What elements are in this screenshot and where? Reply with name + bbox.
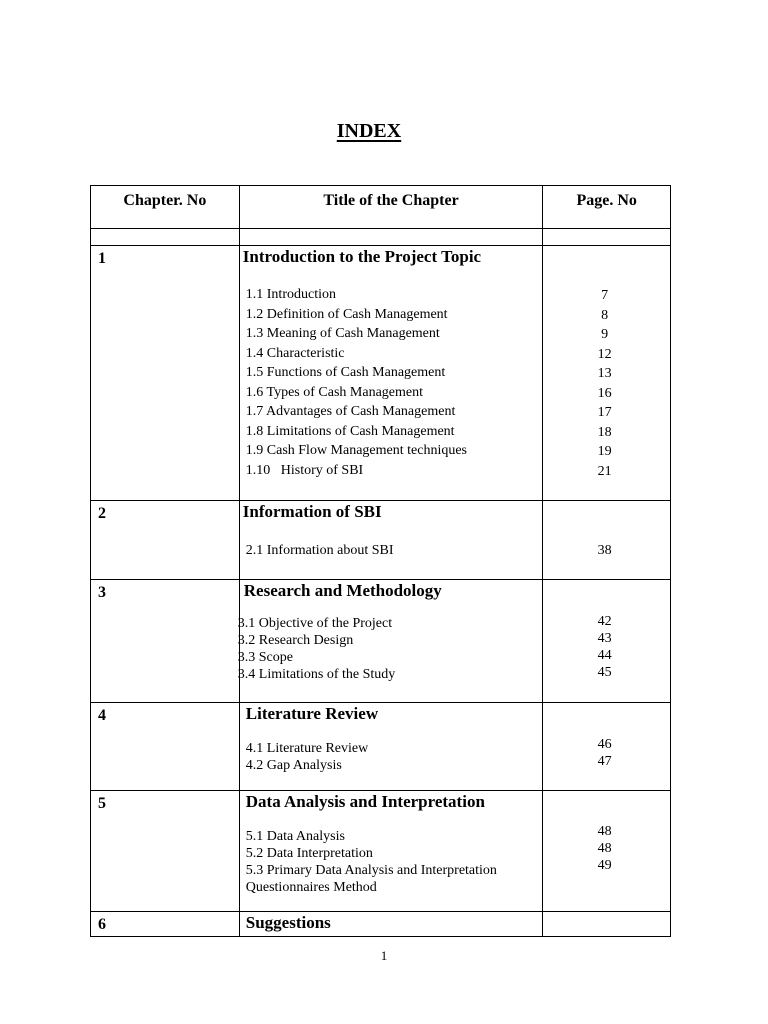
list-item: 1.2 Definition of Cash Management xyxy=(245,306,448,322)
list-item: 3.3 Scope xyxy=(237,650,293,665)
chapter-title: Information of SBI xyxy=(242,502,382,521)
page-number: 13 xyxy=(597,366,612,381)
page-number: 16 xyxy=(597,385,612,401)
page-number: 48 xyxy=(597,824,612,839)
page-number: 18 xyxy=(597,424,612,440)
page-number-footer: 1 xyxy=(380,948,388,963)
list-item: 1.3 Meaning of Cash Management xyxy=(245,326,440,341)
list-item: 5.1 Data Analysis xyxy=(245,829,345,844)
page-number: 46 xyxy=(597,737,612,752)
page-list xyxy=(543,541,670,561)
chapter-title: Literature Review xyxy=(245,704,379,723)
page-cell xyxy=(543,580,671,703)
chapter-number: 6 xyxy=(91,912,240,937)
page-list xyxy=(543,823,670,874)
list-item: 1.7 Advantages of Cash Management xyxy=(245,404,456,419)
chapter-cell xyxy=(239,912,543,937)
list-item: 1.4 Characteristic xyxy=(245,345,345,361)
chapter-cell xyxy=(239,246,543,501)
page-number: 38 xyxy=(597,543,612,558)
chapter-number: 4 xyxy=(91,703,240,791)
table-row xyxy=(91,703,671,791)
page-list xyxy=(543,613,670,681)
page-number: 21 xyxy=(597,463,612,479)
list-item: 1.10 History of SBI xyxy=(245,462,364,478)
page-number: 7 xyxy=(601,288,609,303)
list-item: 4.1 Literature Review xyxy=(245,741,369,756)
section-list xyxy=(238,615,543,683)
chapter-cell xyxy=(239,580,543,703)
chapter-title: Suggestions xyxy=(245,913,331,932)
page-number: 49 xyxy=(597,858,612,873)
page-number: 17 xyxy=(597,405,612,420)
header-title: Title of the Chapter xyxy=(239,186,543,229)
page-number: 44 xyxy=(597,648,612,663)
list-item: 1.9 Cash Flow Management techniques xyxy=(245,443,468,458)
section-list xyxy=(240,740,543,774)
chapter-title: Research and Methodology xyxy=(243,581,442,600)
page-list xyxy=(543,286,670,481)
table-row xyxy=(91,501,671,580)
chapter-cell xyxy=(239,703,543,791)
page-number: 12 xyxy=(597,346,612,362)
page-cell xyxy=(543,791,671,912)
list-item: 4.2 Gap Analysis xyxy=(245,758,342,773)
page-cell xyxy=(543,246,671,501)
list-item: 2.1 Information about SBI xyxy=(245,543,394,558)
table-header-row xyxy=(91,186,671,229)
list-item: 3.1 Objective of the Project xyxy=(237,616,393,631)
index-table xyxy=(90,185,671,937)
page-title: INDEX xyxy=(336,120,402,142)
list-item: 5.2 Data Interpretation xyxy=(245,846,373,861)
page-cell xyxy=(543,912,671,937)
page-number: 45 xyxy=(597,665,612,680)
list-item: 1.8 Limitations of Cash Management xyxy=(245,423,455,439)
page-number: 48 xyxy=(597,841,612,856)
list-item: 3.4 Limitations of the Study xyxy=(237,667,396,682)
page-cell xyxy=(543,501,671,580)
page-number: 43 xyxy=(597,631,612,646)
chapter-number: 2 xyxy=(91,501,240,580)
page-number: 19 xyxy=(597,444,612,459)
table-row xyxy=(91,912,671,937)
header-chapter-no: Chapter. No xyxy=(91,186,240,229)
list-item: 1.1 Introduction xyxy=(245,287,336,302)
header-page-no: Page. No xyxy=(543,186,671,229)
table-row xyxy=(91,791,671,912)
page-number: 9 xyxy=(601,327,609,342)
chapter-number: 3 xyxy=(91,580,240,703)
page-list xyxy=(543,736,670,770)
chapter-cell xyxy=(239,501,543,580)
page-number: 47 xyxy=(597,754,612,769)
section-list xyxy=(240,285,543,480)
list-item: 1.5 Functions of Cash Management xyxy=(245,365,446,380)
page-number: 42 xyxy=(597,614,612,629)
page-cell xyxy=(543,703,671,791)
spacer-row xyxy=(91,229,671,246)
list-item: 3.2 Research Design xyxy=(237,633,354,648)
list-item: 1.6 Types of Cash Management xyxy=(245,384,423,400)
chapter-title: Data Analysis and Interpretation xyxy=(245,792,485,811)
chapter-title: Introduction to the Project Topic xyxy=(242,247,482,266)
chapter-number: 5 xyxy=(91,791,240,912)
table-row xyxy=(91,580,671,703)
chapter-number: 1 xyxy=(91,246,240,501)
section-list xyxy=(240,828,543,896)
page-number: 8 xyxy=(601,307,609,323)
chapter-cell xyxy=(239,791,543,912)
list-item: 5.3 Primary Data Analysis and Interpretation Questionnaires Method xyxy=(245,863,497,895)
section-list xyxy=(240,541,543,561)
table-row xyxy=(91,246,671,501)
